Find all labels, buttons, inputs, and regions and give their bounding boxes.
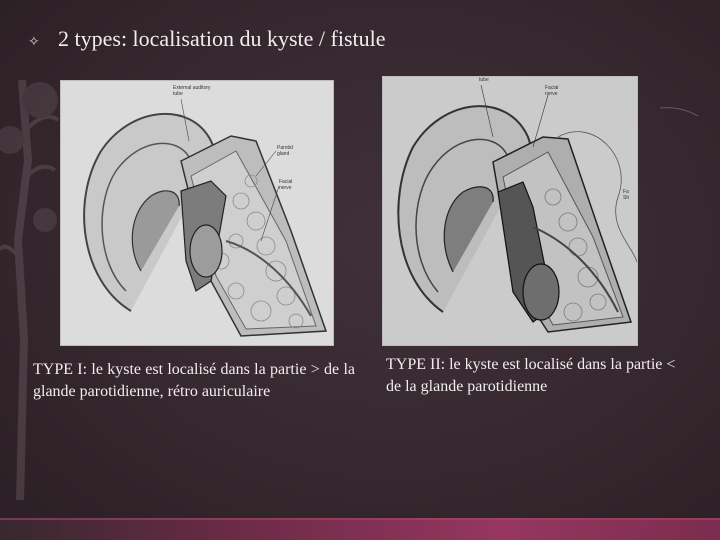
label-parotid-gland: Parotid gland: [277, 145, 293, 157]
type2-illustration: [382, 76, 638, 346]
ear-parotid-drawing-type1: [61, 81, 333, 345]
ear-parotid-drawing-type2: [383, 77, 637, 345]
slide-title: 2 types: localisation du kyste / fistule: [58, 26, 386, 51]
bullet-icon: ✧: [28, 34, 40, 50]
bottom-accent-bar: [0, 518, 720, 540]
tree-decoration: [0, 40, 60, 500]
type1-illustration: [60, 80, 334, 346]
label-facial-nerve-right: Facial nerve: [545, 85, 559, 97]
corner-decoration: [660, 88, 700, 128]
label-partial-cut: Fa Sh: [623, 189, 630, 201]
label-external-auditory-tube: External auditory tube: [173, 85, 211, 97]
label-facial-nerve: Facial nerve: [279, 179, 293, 191]
caption-type1: TYPE I: le kyste est localisé dans la partie > de la glande parotidienne, rétro auriculaire: [33, 361, 355, 400]
label-tube: tube: [479, 77, 489, 83]
caption-type2: TYPE II: le kyste est localisé dans la partie < de la glande parotidienne: [386, 356, 676, 395]
